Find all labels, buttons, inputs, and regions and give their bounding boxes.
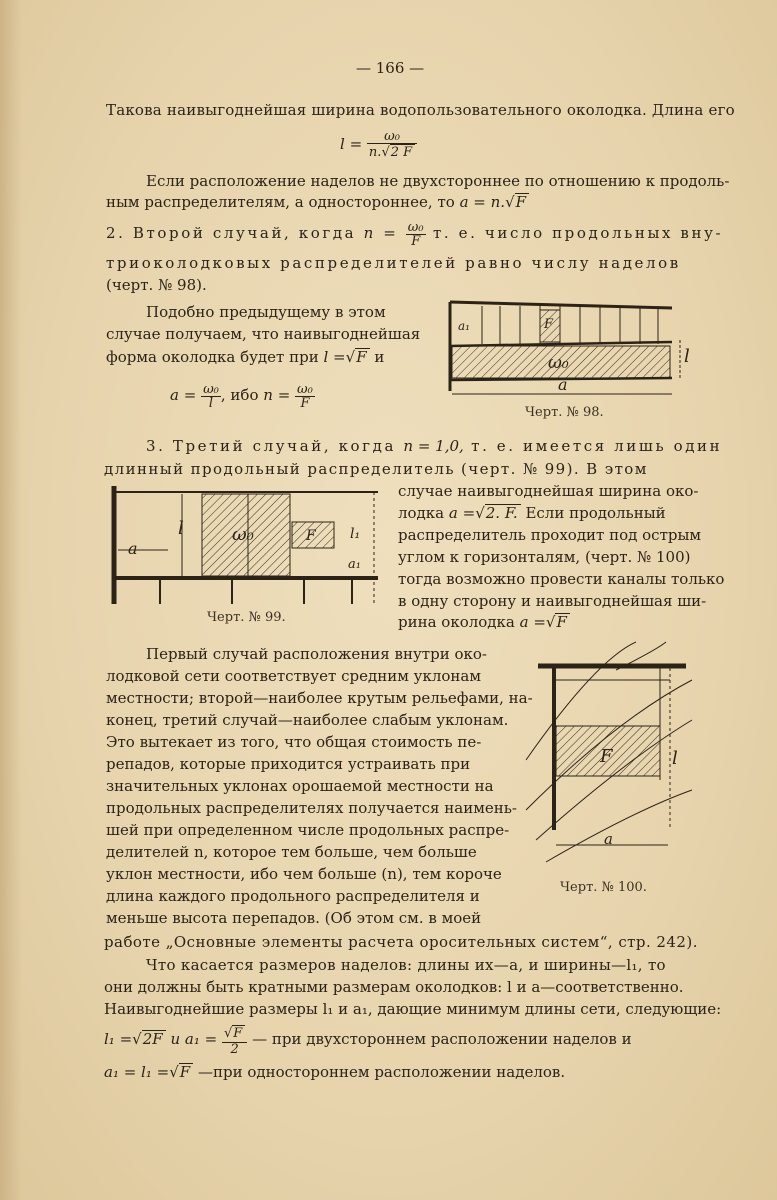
text-line: длина каждого продольного распределителя и [106, 887, 480, 905]
text-line: значительных уклонах орошаемой местности на [106, 777, 494, 795]
formula-optimal-one-sided: a₁ = l₁ =√F —при одностороннем расположении наделов. [104, 1063, 566, 1081]
fig98-caption: Черт. № 98. [525, 405, 604, 420]
text-line: уклон местности, ибо чем больше (n), тем короче [106, 865, 502, 883]
sqrt-radicand: F [232, 1025, 245, 1042]
fraction-numerator: ω₀ [203, 381, 219, 397]
formula-fraction [222, 1025, 247, 1056]
fig98-label-omega: ω₀ [548, 353, 569, 373]
page-number: — 166 — [356, 59, 425, 77]
fraction-denominator: F [300, 395, 310, 411]
fig100-label-a: a [604, 830, 613, 848]
sqrt-radicand: 2F [142, 1030, 166, 1047]
sqrt-radicand: F [355, 348, 369, 365]
fraction-numerator: ω₀ [297, 381, 313, 397]
formula-a1: и a₁ = [170, 1030, 218, 1048]
text-line: лодковой сети соответствует средним уклонам [106, 667, 481, 685]
fraction-numerator: √F [222, 1025, 247, 1043]
formula-a: a = n. [459, 193, 506, 211]
text-span: форма околодка будет при [106, 348, 319, 366]
formula-l: l = [323, 348, 346, 366]
formula-lhs: l = [340, 135, 363, 153]
text-span: , ибо [220, 386, 259, 404]
fig98-mid-line [450, 342, 672, 346]
text-span: —при одностороннем расположении наделов. [197, 1063, 566, 1081]
fig99-label-l1: l₁ [350, 526, 361, 542]
text-line: репадов, которые приходится устраивать при [106, 755, 471, 773]
text-line: тогда возможно провести каналы только [398, 570, 725, 588]
text-span: рина околодка [398, 613, 515, 631]
formula-fraction [295, 383, 315, 410]
text-line: шей при определенном числе продольных распре- [106, 821, 510, 839]
sqrt-radicand: 2 F [390, 144, 415, 161]
formula-fraction [201, 383, 221, 410]
formula-a: a = [170, 386, 197, 404]
text-span: 3. Третий случай, когда [146, 437, 397, 455]
text-line: делителей n, которое тем больше, чем больше [106, 843, 477, 861]
text-span: т. е. имеется лишь один [471, 437, 723, 455]
fig100-label-l: l [672, 748, 678, 769]
text-line: распределитель проходит под острым [398, 526, 702, 544]
text-line: конец, третий случай—наиболее слабым уклонам. [106, 711, 509, 729]
fig98-label-F: F [544, 317, 554, 332]
fig99-caption: Черт. № 99. [207, 610, 286, 625]
text-line: случае получаем, что наивыгоднейшая [106, 325, 421, 343]
den-prefix: n. [368, 144, 382, 160]
page-spine-shadow [0, 0, 22, 1200]
figure-99 [108, 482, 383, 612]
case-3-heading [146, 436, 722, 456]
fig98-label-a1: a₁ [458, 319, 470, 333]
formula-a1-l1: a₁ = l₁ = [104, 1063, 170, 1081]
fraction-denominator: 2 [230, 1041, 239, 1057]
text-line: длинный продольный распределитель (черт. № 99). В этом [104, 460, 648, 478]
formula-fraction [367, 130, 417, 161]
formula-length [340, 129, 417, 161]
text-line: Что касается размеров наделов: длины их—a, и ширины—l₁, то [146, 956, 666, 974]
case-2-heading [106, 219, 723, 248]
fig98-label-a: a [558, 375, 568, 394]
text-line: триоколодковых распределителей равно числу наделов [106, 254, 681, 272]
text-line: случае наивыгоднейшая ширина око- [398, 482, 699, 500]
sqrt-radicand: F [515, 193, 529, 210]
sqrt-radicand: F [555, 613, 569, 630]
text-line: рина околодка a =√F [398, 612, 570, 632]
text-span: Если продольный [525, 504, 666, 522]
figure-98 [444, 296, 694, 401]
text-line: работе „Основные элементы расчета оросительных систем“, стр. 242). [104, 933, 698, 951]
fraction-denominator: l [208, 395, 214, 411]
figure-100 [516, 640, 696, 870]
formula-a: a = [519, 613, 546, 631]
formula-optimal-two-sided: l₁ =√2F и a₁ = $\frac{√F}{2}$ — при двухстороннем расположении наделов и [104, 1025, 632, 1057]
formula-n: n = 1,0, [403, 437, 464, 455]
text-line: (черт. № 98). [106, 276, 207, 294]
fraction-denominator: F [411, 233, 421, 249]
text-line: меньше высота перепадов. (Об этом см. в моей [106, 909, 482, 927]
fraction-numerator: ω₀ [367, 130, 417, 144]
formula-l1: l₁ = [104, 1030, 133, 1048]
sqrt-radicand: F [179, 1063, 193, 1080]
formula-fraction [406, 221, 426, 248]
fig99-label-a1: a₁ [348, 557, 361, 572]
text-line: Такова наивыгоднейшая ширина водопользовательного околодка. Длина его [106, 101, 735, 119]
fig98-dividers [482, 306, 658, 344]
fig99-label-omega: ω₀ [232, 524, 254, 545]
text-span: т. е. число продольных вну- [432, 224, 724, 242]
text-line: Это вытекает из того, что общая стоимость пе- [106, 733, 482, 751]
fig99-ticks [160, 578, 352, 604]
fig100-caption: Черт. № 100. [560, 880, 647, 895]
text-line: Первый случай расположения внутри око- [146, 645, 487, 663]
fig98-top-canal [450, 302, 672, 308]
fig100-label-F: F [600, 746, 613, 767]
fraction-denominator: n.√2 F [367, 144, 417, 161]
text-line: Если расположение наделов не двухстороннее по отношению к продоль- [146, 172, 730, 190]
fig99-label-F: F [306, 528, 316, 544]
text-line: в одну сторону и наивыгоднейшая ши- [398, 592, 707, 610]
text-span: 2. Второй случай, когда [106, 224, 357, 242]
fig98-label-l: l [684, 346, 690, 367]
text-line: лодка a =√2. F. Если продольный [398, 504, 666, 522]
formula-a: a = [448, 504, 476, 522]
text-line: они должны быть кратными размерам околодков: l и a—соответственно. [104, 978, 684, 996]
text-span: ным распределителям, а одностороннее, то [106, 193, 455, 211]
sqrt-radicand: 2. F. [485, 504, 521, 521]
text-span: лодка [398, 504, 445, 522]
text-line: углом к горизонталям, (черт. № 100) [398, 548, 691, 566]
text-line: Подобно предыдущему в этом [146, 303, 386, 321]
text-line: местности; второй—наиболее крутым рельефами, на- [106, 689, 533, 707]
formula-n: n = [263, 386, 291, 404]
fraction-numerator: ω₀ [407, 219, 424, 235]
text-line: Наивыгоднейшие размеры l₁ и a₁, дающие минимум длины сети, следующие: [104, 1000, 722, 1018]
text-line: продольных распределителях получается наимень- [106, 799, 517, 817]
formula-n: n = [363, 224, 399, 242]
formula-a-omega [170, 380, 315, 410]
text-line: ным распределителям, а одностороннее, то a = n.√F [106, 192, 529, 212]
fig99-label-a: a [128, 539, 138, 558]
fig99-label-l: l [178, 518, 184, 539]
text-span: и [374, 348, 385, 366]
text-span: — при двухстороннем расположении наделов и [252, 1030, 632, 1048]
text-line: форма околодка будет при l =√F и [106, 348, 385, 366]
